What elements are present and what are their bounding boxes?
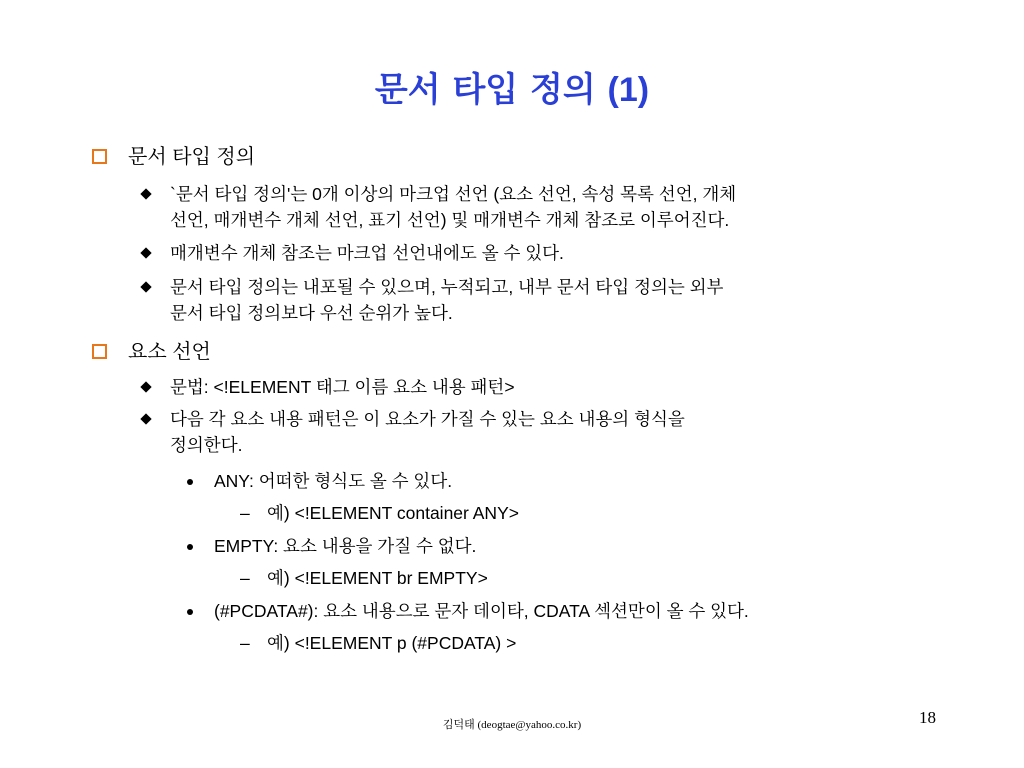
dot-bullet-icon — [187, 609, 193, 615]
slide-title-text: 문서 타입 정의 — [374, 70, 596, 110]
square-bullet-icon — [92, 344, 107, 359]
dot-bullet-icon — [187, 544, 193, 550]
dot-bullet-icon — [187, 479, 193, 485]
diamond-bullet-icon — [140, 413, 151, 424]
page-number: 18 — [919, 708, 936, 727]
square-bullet-icon — [92, 149, 107, 164]
diamond-bullet-icon — [140, 188, 151, 199]
diamond-bullet-icon — [140, 381, 151, 392]
footer-author: 김덕태 (deogtae@yahoo.co.kr) — [442, 719, 582, 731]
slide-title-number: (1) — [607, 71, 650, 109]
diamond-bullet-icon — [140, 247, 151, 258]
slide: 문서 타입 정의 (1) 문서 타입 정의 `문서 타입 정의'는 0개 이상의 마크업 선언 (요소 선언, 속성 목록 선언, 개체 선언, 매개변수 개체 선언, 표기 선언) 및 매개변수 개체 참조로 이루어진다. 매개변수 개체 참조는 마크업 선언내에도 올 수 있다. 문서 타입 정의는 내포될 수 있으며, 누적되고, 내부 문서 타입 정의는 외부 문서 타입 정의보다 우선 순위가 높다. 요소 선언 문법: <!ELEMENT 태그 이름 요소 내용 패턴> 다음 각 요소 내용 패턴은 이 요소가 가질 수 있는 요소 내용의 형식을 정의한다. ANY: 어떠한 형식도 올 수 있다. – 예) <!ELEMENT container ANY> EMPTY: 요소 내용을 가질 수 없다. – 예) <!ELEMENT br EMPTY> (#PCDATA#): 요소 내용으로 문자 데이타, CDATA 섹션만이 올 수 있다. – 예) <!ELEMENT p (#PCDATA) > 김덕태 (deogtae@yahoo.co.kr) 18 — [0, 0, 1024, 768]
slide-title — [0, 62, 1024, 111]
diamond-bullet-icon — [140, 281, 151, 292]
